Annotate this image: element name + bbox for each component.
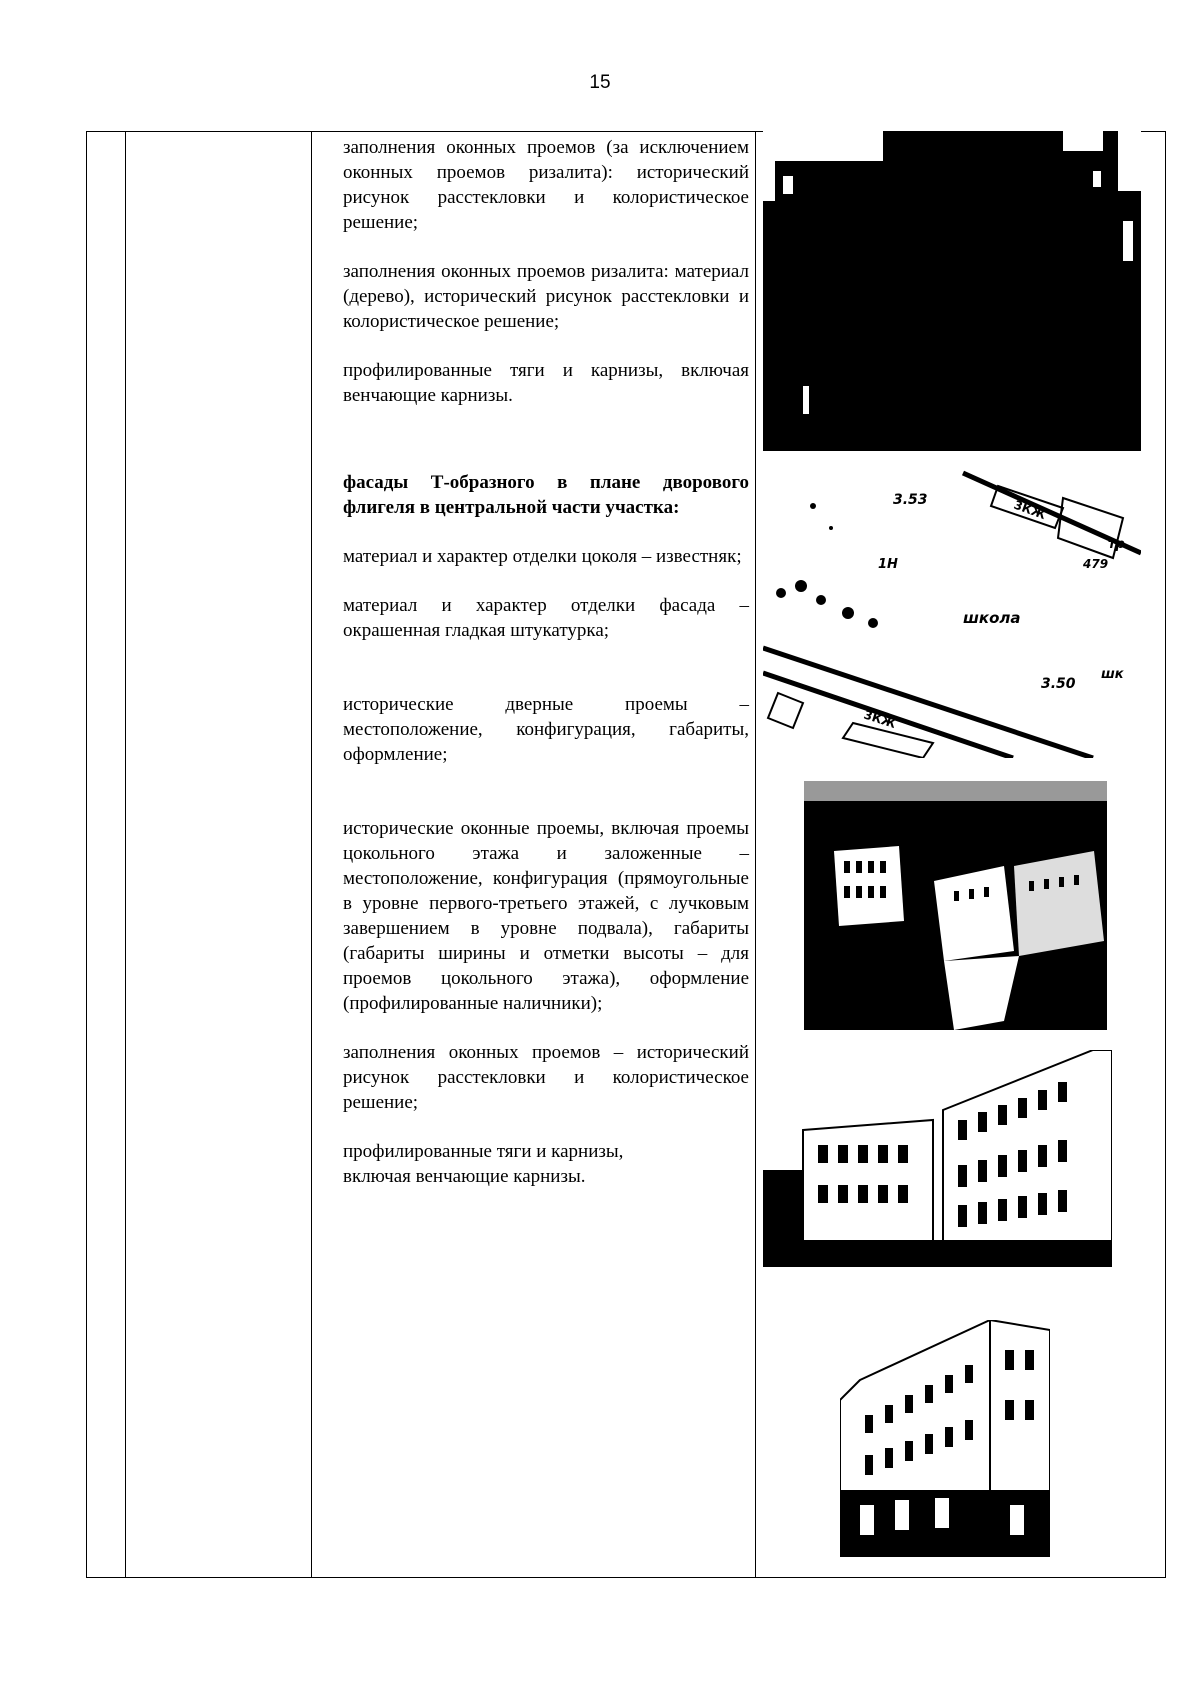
- text-plinth-finish: материал и характер отделки цоколя – известняк;: [343, 546, 742, 567]
- map-number-label: 479: [1083, 557, 1109, 571]
- column-divider-3: [755, 132, 756, 1577]
- text-window-fillings: заполнения оконных проемов (за исключением оконных проемов ризалита): исторический рисунок расстекловки и колористическое решение;: [343, 137, 749, 233]
- site-plan-fragment: [763, 468, 1141, 758]
- text-risalit-window-fillings: заполнения оконных проемов ризалита: материал (дерево), исторический рисунок расстекловки и колористическое решение;: [343, 261, 749, 332]
- text-wing-cornices: профилированные тяги и карнизы, включая венчающие карнизы.: [343, 1141, 624, 1187]
- page-number: 15: [589, 72, 611, 93]
- map-storeys-label: 1Н: [878, 557, 898, 572]
- text-door-openings: исторические дверные проемы – местоположение, конфигурация, габариты, оформление;: [343, 694, 749, 765]
- text-wing-window-fillings: заполнения оконных проемов – исторический рисунок расстекловки и колористическое решение;: [343, 1042, 749, 1113]
- map-abbrev-shk: шк: [1101, 667, 1124, 682]
- aerial-photo: [804, 781, 1107, 1030]
- text-wing-facades-heading: фасады Т-образного в плане дворового флигеля в центральной части участка:: [343, 472, 749, 518]
- column-divider-2: [311, 132, 312, 1577]
- corner-building-photo: [840, 1320, 1050, 1557]
- map-abbrev-tr: тр: [1108, 537, 1125, 552]
- protected-features-text: [343, 135, 749, 1189]
- text-window-openings: исторические оконные проемы, включая проемы цокольного этажа и заложенные – местоположение, конфигурация (прямоугольные в уровне первого-третьего этажей, с лучковым завершением в уровне подвала), габариты (габариты ширины и отметки высоты – для проемов цокольного этажа), оформление (профилированные наличники);: [343, 818, 749, 1014]
- map-school-label: школа: [963, 609, 1021, 627]
- text-cornices: профилированные тяги и карнизы, включая венчающие карнизы.: [343, 360, 749, 406]
- facade-photo-1: [763, 131, 1141, 451]
- text-facade-finish: материал и характер отделки фасада – окрашенная гладкая штукатурка;: [343, 595, 749, 641]
- courtyard-photo: [763, 1050, 1112, 1267]
- column-divider-1: [125, 132, 126, 1577]
- map-building-label-1: 3КЖ: [1011, 497, 1048, 523]
- map-elevation-1: 3.53: [893, 492, 928, 508]
- map-elevation-2: 3.50: [1041, 676, 1076, 692]
- map-building-label-2: 3КЖ: [862, 707, 898, 732]
